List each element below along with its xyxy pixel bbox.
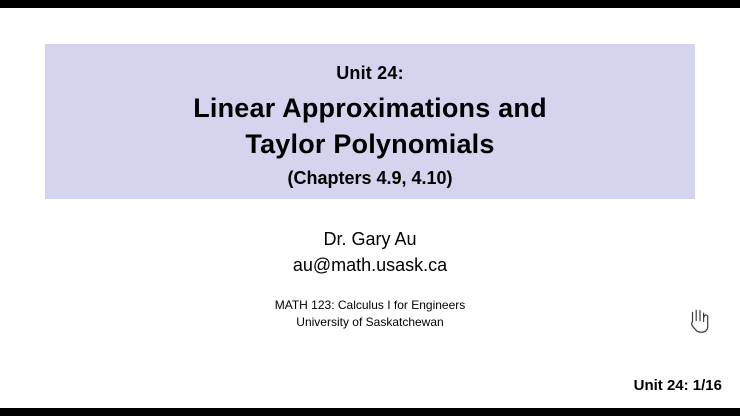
institution-name: University of Saskatchewan [296,315,444,329]
course-name: MATH 123: Calculus I for Engineers [274,298,466,312]
title-banner [45,44,695,199]
unit-label: Unit 24: [336,63,404,83]
chapters-reference: (Chapters 4.9, 4.10) [287,168,453,188]
slide-title-line-2: Taylor Polynomials [245,129,495,159]
author-name: Dr. Gary Au [323,229,417,249]
slide-title-line-1: Linear Approximations and [193,93,547,123]
author-email: au@math.usask.ca [292,255,448,275]
slide-footer: Unit 24: 1/16 [633,377,722,394]
affiliation-block [0,297,740,331]
author-block [0,226,740,278]
hand-cursor-icon [686,304,712,334]
